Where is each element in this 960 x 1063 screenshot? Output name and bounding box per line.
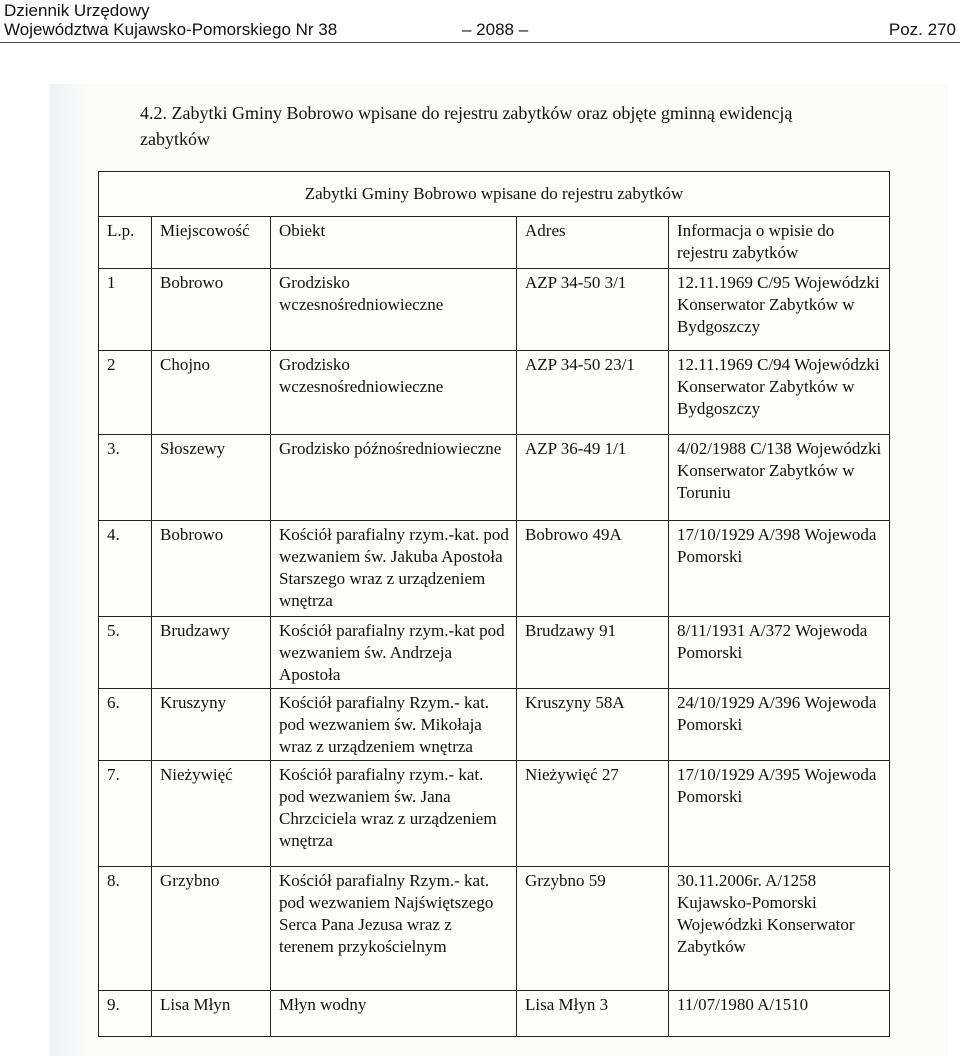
cell-lp: 6. bbox=[99, 689, 152, 761]
cell-info: 17/10/1929 A/398 Wojewoda Pomorski bbox=[669, 521, 890, 617]
column-header-place: Miejscowość bbox=[152, 217, 271, 269]
cell-lp: 1 bbox=[99, 269, 152, 351]
cell-place: Brudzawy bbox=[152, 617, 271, 689]
cell-object: Kościół parafialny rzym.- kat. pod wezwaniem św. Jana Chrzciciela wraz z urządzeniem wnętrza bbox=[271, 761, 517, 867]
cell-object: Kościół parafialny Rzym.- kat. pod wezwaniem Najświętszego Serca Pana Jezusa wraz z terenem przykościelnym bbox=[271, 867, 517, 991]
cell-address: Lisa Młyn 3 bbox=[517, 991, 669, 1037]
table-row bbox=[99, 991, 890, 1037]
cell-place: Lisa Młyn bbox=[152, 991, 271, 1037]
cell-address: Grzybno 59 bbox=[517, 867, 669, 991]
cell-info: 17/10/1929 A/395 Wojewoda Pomorski bbox=[669, 761, 890, 867]
cell-lp: 8. bbox=[99, 867, 152, 991]
cell-info: 12.11.1969 C/95 Wojewódzki Konserwator Zabytków w Bydgoszczy bbox=[669, 269, 890, 351]
cell-place: Chojno bbox=[152, 351, 271, 435]
column-header-address: Adres bbox=[517, 217, 669, 269]
column-header-lp: L.p. bbox=[99, 217, 152, 269]
cell-object: Grodzisko późnośredniowieczne bbox=[271, 435, 517, 521]
journal-title: Dziennik Urzędowy bbox=[4, 1, 150, 20]
cell-object: Kościół parafialny rzym.-kat pod wezwaniem św. Andrzeja Apostoła bbox=[271, 617, 517, 689]
cell-address: Bobrowo 49A bbox=[517, 521, 669, 617]
column-header-object: Obiekt bbox=[271, 217, 517, 269]
table-row bbox=[99, 867, 890, 991]
page-header bbox=[0, 0, 960, 43]
cell-info: 4/02/1988 C/138 Wojewódzki Konserwator Zabytków w Toruniu bbox=[669, 435, 890, 521]
monuments-table bbox=[98, 171, 890, 1037]
table-row bbox=[99, 435, 890, 521]
column-header-info: Informacja o wpisie do rejestru zabytków bbox=[669, 217, 890, 269]
table-row bbox=[99, 689, 890, 761]
cell-info: 24/10/1929 A/396 Wojewoda Pomorski bbox=[669, 689, 890, 761]
cell-address: AZP 34-50 23/1 bbox=[517, 351, 669, 435]
cell-info: 8/11/1931 A/372 Wojewoda Pomorski bbox=[669, 617, 890, 689]
journal-subtitle: Województwa Kujawsko-Pomorskiego Nr 38 bbox=[4, 20, 338, 39]
cell-place: Grzybno bbox=[152, 867, 271, 991]
section-heading: 4.2. Zabytki Gminy Bobrowo wpisane do rejestru zabytków oraz objęte gminną ewidencją zabytków bbox=[140, 103, 793, 149]
table-caption: Zabytki Gminy Bobrowo wpisane do rejestru zabytków bbox=[99, 172, 890, 217]
cell-lp: 5. bbox=[99, 617, 152, 689]
cell-lp: 2 bbox=[99, 351, 152, 435]
table-row bbox=[99, 761, 890, 867]
cell-info: 12.11.1969 C/94 Wojewódzki Konserwator Zabytków w Bydgoszczy bbox=[669, 351, 890, 435]
cell-address: Nieżywięć 27 bbox=[517, 761, 669, 867]
cell-object: Grodzisko wczesnośredniowieczne bbox=[271, 351, 517, 435]
cell-place: Bobrowo bbox=[152, 269, 271, 351]
cell-lp: 7. bbox=[99, 761, 152, 867]
cell-info: 30.11.2006r. A/1258 Kujawsko-Pomorski Wojewódzki Konserwator Zabytków bbox=[669, 867, 890, 991]
cell-place: Nieżywięć bbox=[152, 761, 271, 867]
position-number: Poz. 270 bbox=[888, 20, 956, 39]
cell-info: 11/07/1980 A/1510 bbox=[669, 991, 890, 1037]
table-header-row bbox=[99, 217, 890, 269]
cell-object: Kościół parafialny Rzym.- kat. pod wezwaniem św. Mikołaja wraz z urządzeniem wnętrza bbox=[271, 689, 517, 761]
cell-address: AZP 34-50 3/1 bbox=[517, 269, 669, 351]
cell-lp: 3. bbox=[99, 435, 152, 521]
cell-place: Słoszewy bbox=[152, 435, 271, 521]
cell-address: Kruszyny 58A bbox=[517, 689, 669, 761]
table-row bbox=[99, 521, 890, 617]
cell-lp: 4. bbox=[99, 521, 152, 617]
page-number: – 2088 – bbox=[462, 20, 529, 39]
cell-object: Grodzisko wczesnośredniowieczne bbox=[271, 269, 517, 351]
table-row bbox=[99, 617, 890, 689]
table-row bbox=[99, 351, 890, 435]
cell-object: Młyn wodny bbox=[271, 991, 517, 1037]
cell-object: Kościół parafialny rzym.-kat. pod wezwaniem św. Jakuba Apostoła Starszego wraz z urządzeniem wnętrza bbox=[271, 521, 517, 617]
table-row bbox=[99, 269, 890, 351]
cell-address: Brudzawy 91 bbox=[517, 617, 669, 689]
cell-lp: 9. bbox=[99, 991, 152, 1037]
cell-place: Bobrowo bbox=[152, 521, 271, 617]
cell-address: AZP 36-49 1/1 bbox=[517, 435, 669, 521]
cell-place: Kruszyny bbox=[152, 689, 271, 761]
